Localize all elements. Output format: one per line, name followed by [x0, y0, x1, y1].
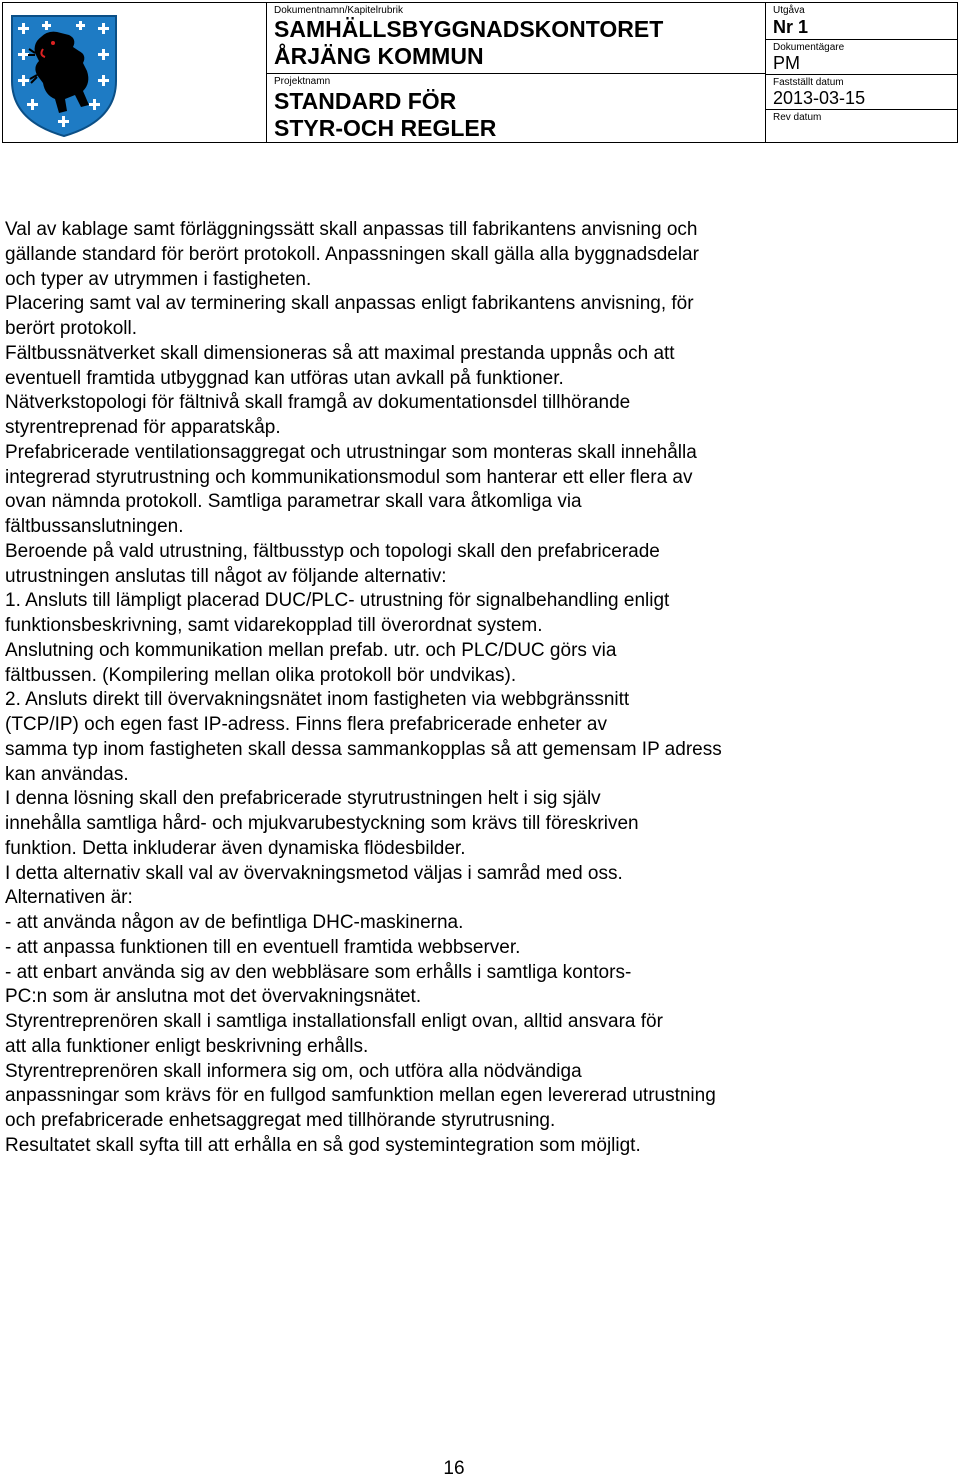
approved-date-row — [766, 75, 957, 110]
approved-date-value: 2013-03-15 — [773, 88, 866, 108]
rev-date-row — [766, 110, 957, 142]
body-line: 1. Ansluts till lämpligt placerad DUC/PLC- utrustning för signalbehandling enligt — [5, 590, 670, 612]
body-line: samma typ inom fastigheten skall dessa sammankopplas så att gemensam IP adress — [5, 738, 722, 760]
owner-row — [766, 40, 957, 75]
body-line: funktionsbeskrivning, samt vidarekopplad till överordnat system. — [5, 615, 543, 636]
body-line: styrentreprenad för apparatskåp. — [5, 417, 281, 438]
body-line: Placering samt val av terminering skall anpassas enligt fabrikantens anvisning, för — [5, 293, 694, 315]
body-line: Styrentreprenören skall i samtliga installationsfall enligt ovan, alltid ansvara för — [5, 1011, 663, 1032]
project-title-line1: STANDARD FÖR — [274, 88, 457, 114]
body-line: Fältbussnätverket skall dimensioneras så att maximal prestanda uppnås och att — [5, 342, 675, 364]
body-line: och prefabricerade enhetsaggregat med tillhörande styrutrusning. — [5, 1110, 556, 1131]
owner-label: Dokumentägare — [773, 42, 845, 53]
body-line: anpassningar som krävs för en fullgod samfunktion mellan egen levererad utrustning — [5, 1085, 716, 1107]
edition-label: Utgåva — [773, 5, 805, 16]
body-line: kan användas. — [5, 763, 129, 785]
document-title-line1: SAMHÄLLSBYGGNADSKONTORET — [274, 16, 664, 42]
coat-of-arms-bear-icon — [9, 13, 119, 139]
body-line: I detta alternativ skall val av övervakningsmetod väljas i samråd med oss. — [5, 862, 623, 884]
document-header — [2, 2, 958, 143]
body-text — [5, 218, 835, 1159]
body-line: fältbussanslutningen. — [5, 516, 184, 537]
body-line: Beroende på vald utrustning, fältbusstyp och topologi skall den prefabricerade — [5, 540, 660, 562]
rev-date-label: Rev datum — [773, 112, 822, 123]
meta-cell — [766, 3, 957, 142]
page-number: 16 — [443, 1458, 465, 1479]
approved-date-label: Fastställt datum — [773, 77, 844, 88]
body-line: funktion. Detta inkluderar även dynamiska flödesbilder. — [5, 837, 466, 859]
owner-value: PM — [773, 53, 800, 73]
title-cell — [267, 3, 766, 142]
body-line: Val av kablage samt förläggningssätt skall anpassas till fabrikantens anvisning och — [5, 219, 698, 240]
logo-cell — [3, 3, 267, 142]
body-line: - att använda någon av de befintliga DHC-maskinerna. — [5, 912, 464, 933]
body-line: berört protokoll. — [5, 318, 138, 339]
body-line: (TCP/IP) och egen fast IP-adress. Finns flera prefabricerade enheter av — [5, 714, 607, 735]
body-line: eventuell framtida utbyggnad kan utföras utan avkall på funktioner. — [5, 367, 564, 389]
body-line: gällande standard för berört protokoll. Anpassningen skall gälla alla byggnadsdelar — [5, 243, 699, 265]
body-line: Alternativen är: — [5, 887, 133, 909]
body-line: och typer av utrymmen i fastigheten. — [5, 268, 312, 290]
document-name-label: Dokumentnamn/Kapitelrubrik — [274, 5, 403, 16]
body-line: innehålla samtliga hård- och mjukvarubestyckning som krävs till föreskriven — [5, 813, 639, 834]
body-line: utrustningen anslutas till något av följande alternativ: — [5, 565, 447, 587]
edition-row — [766, 3, 957, 40]
body-line: 2. Ansluts direkt till övervakningsnätet inom fastigheten via webbgränssnitt — [5, 689, 630, 711]
body-line: att alla funktioner enligt beskrivning erhålls. — [5, 1035, 369, 1057]
body-line: Anslutning och kommunikation mellan prefab. utr. och PLC/DUC görs via — [5, 639, 617, 661]
edition-value: Nr 1 — [773, 17, 809, 37]
body-line: Prefabricerade ventilationsaggregat och utrustningar som monteras skall innehålla — [5, 441, 697, 463]
body-line: - att anpassa funktionen till en eventuell framtida webbserver. — [5, 936, 521, 958]
body-line: PC:n som är anslutna mot det övervakningsnätet. — [5, 986, 422, 1008]
body-line: Resultatet skall syfta till att erhålla en så god systemintegration som möjligt. — [5, 1134, 641, 1156]
document-name-block — [267, 3, 765, 74]
project-title-line2: STYR-OCH REGLER — [274, 115, 497, 141]
body-line: integrerad styrutrustning och kommunikationsmodul som hanterar ett eller flera av — [5, 466, 693, 488]
body-line: ovan nämnda protokoll. Samtliga parametrar skall vara åtkomliga via — [5, 491, 582, 513]
body-line: - att enbart använda sig av den webbläsare som erhålls i samtliga kontors- — [5, 961, 632, 983]
body-line: Styrentreprenören skall informera sig om, och utföra alla nödvändiga — [5, 1060, 582, 1082]
document-title-line2: ÅRJÄNG KOMMUN — [274, 43, 484, 69]
body-line: fältbussen. (Kompilering mellan olika protokoll bör undvikas). — [5, 664, 517, 686]
project-name-label: Projektnamn — [274, 76, 331, 87]
body-line: I denna lösning skall den prefabricerade styrutrustningen helt i sig själv — [5, 788, 601, 810]
body-line: Nätverkstopologi för fältnivå skall framgå av dokumentationsdel tillhörande — [5, 392, 631, 414]
